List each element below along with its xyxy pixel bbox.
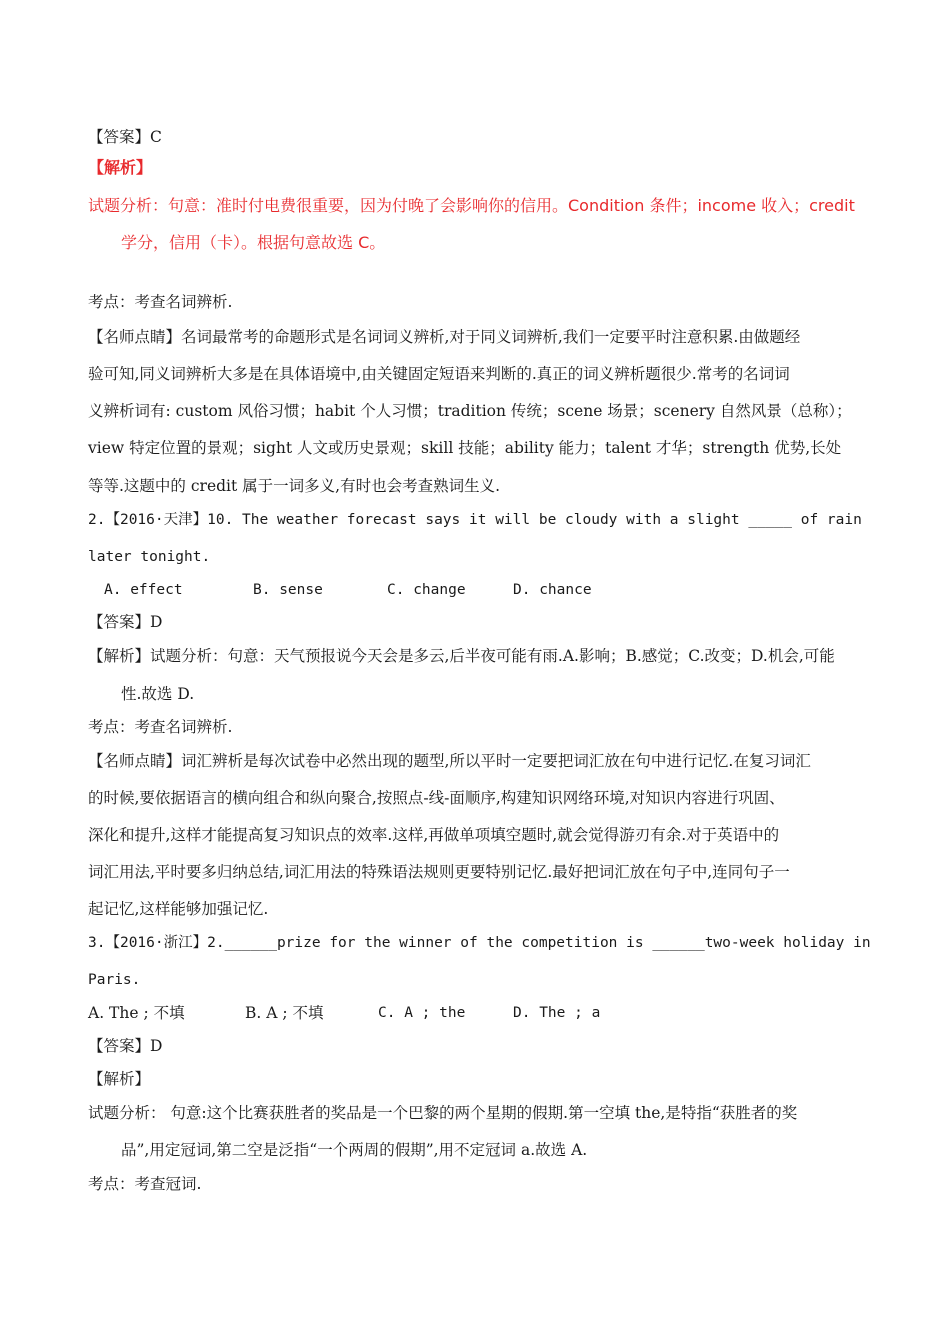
q1-kaodian: 考点：考查名词辨析. [88, 293, 233, 311]
q2-stem-line2: later tonight. [88, 549, 211, 565]
q2-answer: 【答案】D [88, 613, 163, 631]
q3-answer: 【答案】D [88, 1037, 163, 1055]
q1-tip-line3: 义辨析词有: custom 风俗习惯；habit 个人习惯；tradition 传统；scene 场景；scenery 自然风景（总称）； [88, 402, 852, 420]
q2-stem-line1: 2.【2016·天津】10. The weather forecast says it will be cloudy with a slight _____ of rain [88, 512, 862, 528]
q2-option-c: C. change [387, 582, 466, 598]
q2-tip-line5: 起记忆,这样能够加强记忆. [88, 900, 269, 918]
q1-tip-line1: 【名师点睛】名词最常考的命题形式是名词词义辨析,对于同义词辨析,我们一定要平时注意积累.由做题经 [88, 328, 801, 346]
q1-tip-line5: 等等.这题中的 credit 属于一词多义,有时也会考查熟词生义. [88, 477, 501, 495]
q2-analysis-line1: 【解析】试题分析：句意：天气预报说今天会是多云,后半夜可能有雨.A.影响；B.感觉；C.改变；D.机会,可能 [88, 647, 835, 665]
q3-option-c: C. A ; the [378, 1005, 466, 1021]
q2-option-b: B. sense [253, 582, 323, 598]
q1-answer: 【答案】C [88, 128, 162, 146]
q3-option-b: B. A ; 不填 [245, 1004, 324, 1022]
q2-tip-line4: 词汇用法,平时要多归纳总结,词汇用法的特殊语法规则更要特别记忆.最好把词汇放在句子中,连同句子一 [88, 863, 790, 881]
q3-analysis-label: 【解析】 [88, 1070, 151, 1088]
q3-analysis-line2: 品”,用定冠词,第二空是泛指“一个两周的假期”,用不定冠词 a.故选 A. [121, 1141, 588, 1159]
q1-tip-line2: 验可知,同义词辨析大多是在具体语境中,由关键固定短语来判断的.真正的词义辨析题很少.常考的名词词 [88, 365, 790, 383]
q2-analysis-line2: 性.故选 D. [121, 685, 195, 703]
q1-analysis-line1: 试题分析：句意：准时付电费很重要，因为付晚了会影响你的信用。Condition 条件；income 收入；credit [88, 196, 855, 215]
q3-stem-line1: 3.【2016·浙江】2.______prize for the winner of the competition is ______two-week holiday in [88, 935, 871, 951]
q1-analysis-label: 【解析】 [88, 158, 153, 177]
q1-tip-line4: view 特定位置的景观；sight 人文或历史景观；skill 技能；ability 能力；talent 才华；strength 优势,长处 [88, 439, 842, 457]
q3-kaodian: 考点：考查冠词. [88, 1175, 202, 1193]
q1-analysis-line2: 学分，信用（卡）。根据句意故选 C。 [121, 233, 386, 252]
q2-option-a: A. effect [104, 582, 183, 598]
q3-option-d: D. The ; a [513, 1005, 601, 1021]
q2-tip-line3: 深化和提升,这样才能提高复习知识点的效率.这样,再做单项填空题时,就会觉得游刃有余.对于英语中的 [88, 826, 780, 844]
q3-analysis-line1: 试题分析： 句意:这个比赛获胜者的奖品是一个巴黎的两个星期的假期.第一空填 the,是特指“获胜者的奖 [88, 1104, 798, 1122]
q2-tip-line2: 的时候,要依据语言的横向组合和纵向聚合,按照点-线-面顺序,构建知识网络环境,对知识内容进行巩固、 [88, 789, 785, 807]
q2-tip-line1: 【名师点睛】词汇辨析是每次试卷中必然出现的题型,所以平时一定要把词汇放在句中进行记忆.在复习词汇 [88, 752, 811, 770]
q2-option-d: D. chance [513, 582, 592, 598]
q3-option-a: A. The ; 不填 [88, 1004, 185, 1022]
q2-kaodian: 考点：考查名词辨析. [88, 718, 233, 736]
q3-stem-line2: Paris. [88, 972, 141, 988]
